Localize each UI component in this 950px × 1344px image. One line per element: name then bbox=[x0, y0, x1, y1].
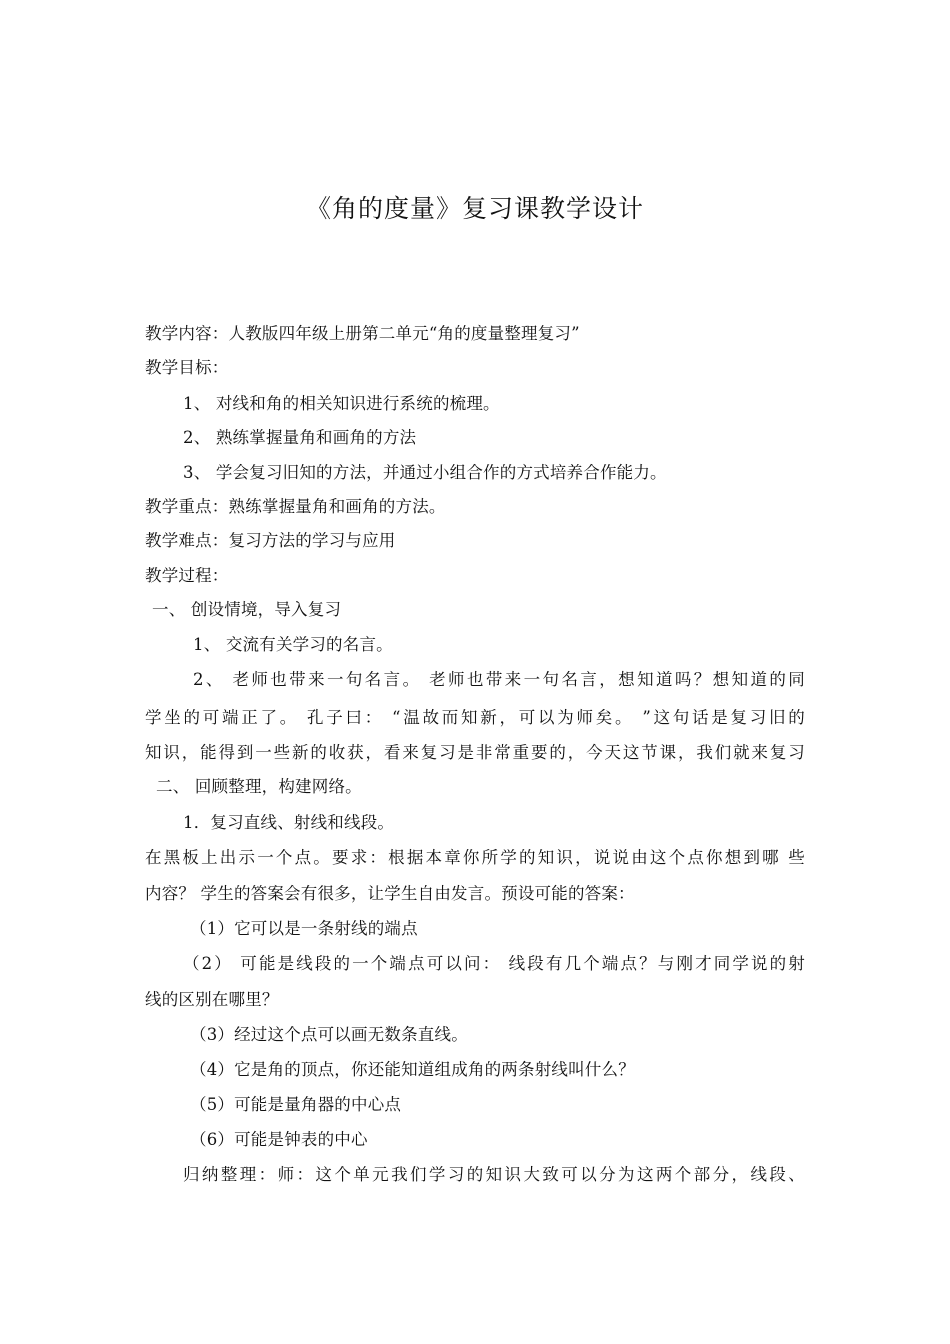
step-1-2-line-2: 学坐的可端正了。 孔子曰： “温故而知新，可以为师矣。 ”这句话是复习旧的 bbox=[145, 708, 805, 727]
step-1-2-line-1: 2、 老师也带来一句名言。 老师也带来一句名言，想知道吗？想知道的同 bbox=[193, 670, 805, 689]
summary-line-1: 归纳整理：师：这个单元我们学习的知识大致可以分为这两个部分，线段、 bbox=[183, 1165, 805, 1184]
section-1-heading: 一、 创设情境，导入复习 bbox=[152, 600, 342, 619]
teaching-difficulty: 教学难点：复习方法的学习与应用 bbox=[145, 531, 396, 550]
answer-item-2-line-1: （2） 可能是线段的一个端点可以问： 线段有几个端点？与刚才同学说的射 bbox=[183, 954, 805, 973]
step-2-1: 1．复习直线、射线和线段。 bbox=[183, 813, 395, 832]
answer-item-1: （1）它可以是一条射线的端点 bbox=[190, 919, 418, 938]
teaching-focus: 教学重点：熟练掌握量角和画角的方法。 bbox=[145, 497, 446, 516]
goal-item-2: 2、 熟练掌握量角和画角的方法 bbox=[183, 428, 417, 447]
goal-item-1: 1、 对线和角的相关知识进行系统的梳理。 bbox=[183, 394, 500, 413]
document-title: 《角的度量》复习课教学设计 bbox=[305, 194, 644, 223]
section-2-heading: 二、 回顾整理，构建网络。 bbox=[156, 777, 362, 796]
step-1-2-line-3: 知识，能得到一些新的收获，看来复习是非常重要的，今天这节课，我们就来复习 bbox=[145, 743, 805, 762]
answer-item-6: （6）可能是钟表的中心 bbox=[190, 1130, 368, 1149]
goal-item-3: 3、 学会复习旧知的方法，并通过小组合作的方式培养合作能力。 bbox=[183, 463, 667, 482]
teaching-process-heading: 教学过程： bbox=[145, 566, 229, 585]
answer-item-3: （3）经过这个点可以画无数条直线。 bbox=[190, 1025, 468, 1044]
teaching-goals-heading: 教学目标： bbox=[145, 358, 229, 377]
answer-item-5: （5）可能是量角器的中心点 bbox=[190, 1095, 402, 1114]
answer-item-2-line-2: 线的区别在哪里？ bbox=[145, 990, 279, 1009]
step-1-1: 1、 交流有关学习的名言。 bbox=[193, 635, 393, 654]
teaching-content: 教学内容：人教版四年级上册第二单元“角的度量整理复习” bbox=[145, 324, 580, 343]
paragraph-point-line-1: 在黑板上出示一个点。要求：根据本章你所学的知识，说说由这个点你想到哪 些 bbox=[145, 848, 805, 867]
answer-item-4: （4）它是角的顶点，你还能知道组成角的两条射线叫什么？ bbox=[190, 1060, 635, 1079]
paragraph-point-line-2: 内容？ 学生的答案会有很多，让学生自由发言。预设可能的答案： bbox=[145, 884, 635, 903]
